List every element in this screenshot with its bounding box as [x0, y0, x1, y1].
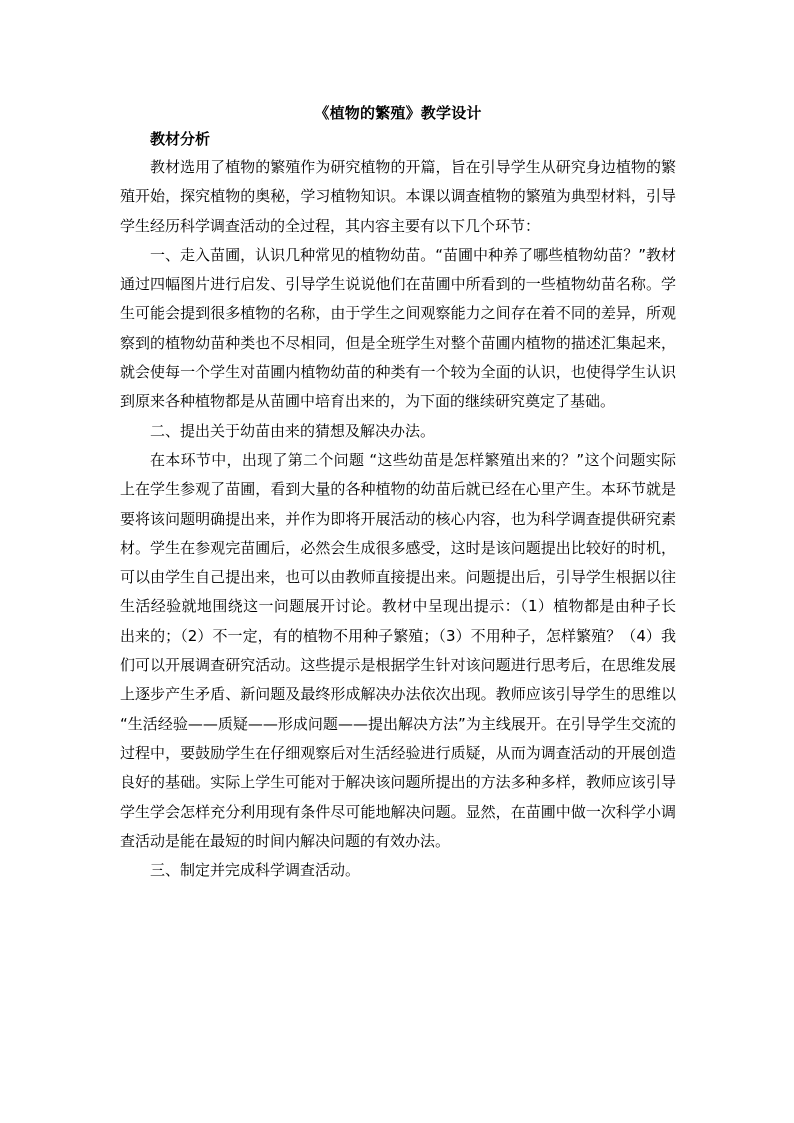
section-heading: 教材分析	[150, 130, 211, 148]
paragraph-step-two-body: 在本环节中，出现了第二个问题 “这些幼苗是怎样繁殖出来的？”这个问题实际上在学生参观了苗圃，看到大量的各种植物的幼苗后就已经在心里产生。本环节就是要将该问题明确提出来，并作为即将开展活动的核心内容，也为科学调查提供研究素材。学生在参观完苗圃后，必然会生成很多感受，这时是该问题提出比较好的时机，可以由学生自己提出来，也可以由教师直接提出来。问题提出后，引导学生根据以往生活经验就地围绕这一问题展开讨论。教材中呈现出提示：（1）植物都是由种子长出来的；（2）不一定，有的植物不用种子繁殖；（3）不用种子，怎样繁殖？（4）我们可以开展调查研究活动。这些提示是根据学生针对该问题进行思考后，在思维发展上逐步产生矛盾、新问题及最终形成解决办法依次出现。教师应该引导学生的思维以 “生活经验——质疑——形成问题——提出解决方法”为主线展开。在引导学生交流的过程中，要鼓励学生在仔细观察后对生活经验进行质疑，从而为调查活动的开展创造良好的基础。实际上学生可能对于解决该问题所提出的方法多种多样，教师应该引导学生学会怎样充分利用现有条件尽可能地解决问题。显然，在苗圃中做一次科学小调查活动是能在最短的时间内解决问题的有效办法。	[120, 450, 676, 850]
paragraph-intro: 教材选用了植物的繁殖作为研究植物的开篇，旨在引导学生从研究身边植物的繁殖开始，探究植物的奥秘，学习植物知识。本课以调查植物的繁殖为典型材料，引导学生经历科学调查活动的全过程，其内容主要有以下几个环节：	[120, 158, 676, 235]
document-title: 《植物的繁殖》教学设计	[314, 104, 482, 122]
paragraph-step-two-heading: 二、提出关于幼苗由来的猜想及解决办法。	[150, 421, 436, 440]
paragraph-step-one: 一、走入苗圃，认识几种常见的植物幼苗。“苗圃中种养了哪些植物幼苗？”教材通过四幅图片进行启发、引导学生说说他们在苗圃中所看到的一些植物幼苗名称。学生可能会提到很多植物的名称，由于学生之间观察能力之间存在着不同的差异，所观察到的植物幼苗种类也不尽相同，但是全班学生对整个苗圃内植物的描述汇集起来，就会使每一个学生对苗圃内植物幼苗的种类有一个较为全面的认识，也使得学生认识到原来各种植物都是从苗圃中培育出来的，为下面的继续研究奠定了基础。	[120, 245, 676, 411]
paragraph-step-three-heading: 三、制定并完成科学调查活动。	[150, 861, 361, 880]
document-body	[120, 101, 676, 885]
